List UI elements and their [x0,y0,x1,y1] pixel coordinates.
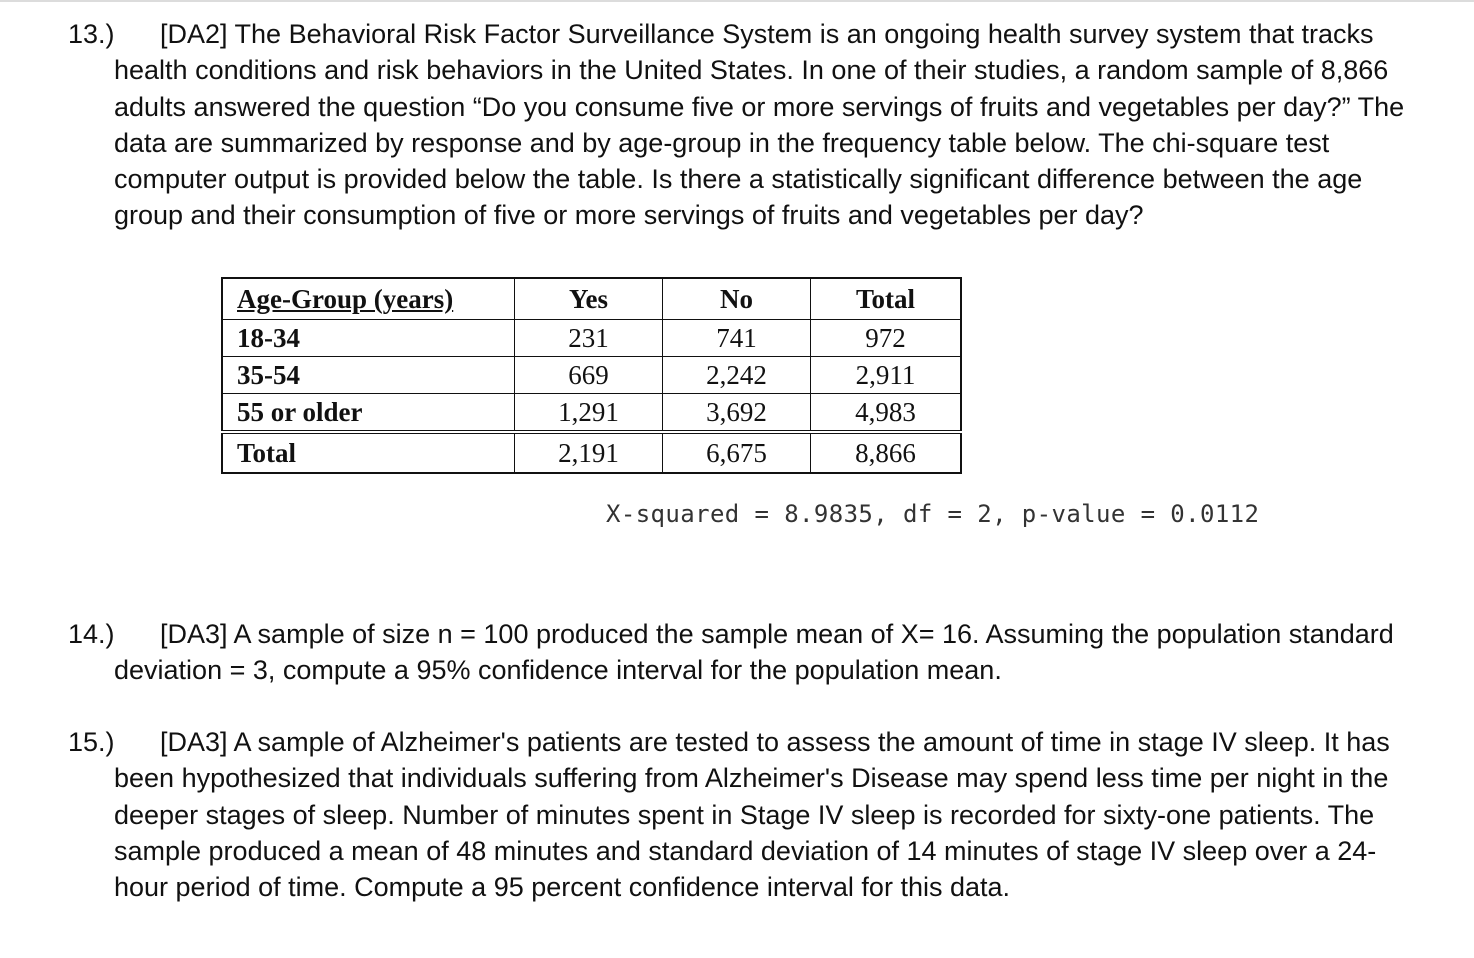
question-14 [68,616,1413,689]
cell-no: 2,242 [663,357,811,394]
table-row [222,394,961,433]
total-yes: 2,191 [515,432,663,473]
total-total: 8,866 [811,432,962,473]
question-13 [68,16,1413,234]
table-total-row [222,432,961,473]
chi-square-output: X-squared = 8.9835, df = 2, p-value = 0.0112 [606,500,1260,528]
row-label: 55 or older [222,394,515,433]
total-no: 6,675 [663,432,811,473]
header-no: No [663,278,811,320]
cell-yes: 231 [515,320,663,357]
top-divider [0,0,1474,2]
table-row [222,357,961,394]
frequency-table [221,277,962,474]
cell-yes: 1,291 [515,394,663,433]
question-14-text: [DA3] A sample of size n = 100 produced the sample mean of X= 16. Assuming the population standard deviation = 3, compute a 95% confidence interval for the population mean. [114,619,1394,686]
cell-total: 4,983 [811,394,962,433]
question-15-number: 15.) [68,727,115,757]
row-label: 35-54 [222,357,515,394]
header-yes: Yes [515,278,663,320]
question-13-number: 13.) [68,19,115,49]
cell-total: 2,911 [811,357,962,394]
total-label: Total [222,432,515,473]
header-total: Total [811,278,962,320]
question-15-text: [DA3] A sample of Alzheimer's patients are tested to assess the amount of time in stage IV sleep. It has been hypothesized that individuals suffering from Alzheimer's Disease may spend less time per night in the deeper stages of sleep. Number of minutes spent in Stage IV sleep is recorded for sixty-one patients. The sample produced a mean of 48 minutes and standard deviation of 14 minutes of stage IV sleep over a 24-hour period of time. Compute a 95 percent confidence interval for this data. [114,727,1390,903]
cell-no: 3,692 [663,394,811,433]
cell-no: 741 [663,320,811,357]
row-label: 18-34 [222,320,515,357]
question-14-number: 14.) [68,619,115,649]
question-13-text: [DA2] The Behavioral Risk Factor Surveillance System is an ongoing health survey system that tracks health conditions and risk behaviors in the United States. In one of their studies, a random sample of 8,866 adults answered the question “Do you consume five or more servings of fruits and vegetables per day?” The data are summarized by response and by age-group in the frequency table below. The chi-square test computer output is provided below the table. Is there a statistically significant difference between the age group and their consumption of five or more servings of fruits and vegetables per day? [114,19,1405,231]
table-header-row [222,278,961,320]
question-15 [68,724,1413,905]
cell-total: 972 [811,320,962,357]
header-age-group: Age-Group (years) [222,278,515,320]
cell-yes: 669 [515,357,663,394]
table-row [222,320,961,357]
